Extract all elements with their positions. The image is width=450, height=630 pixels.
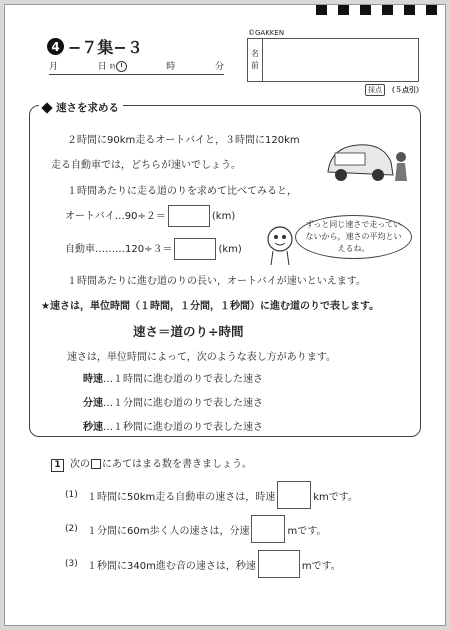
unit-title	[47, 35, 143, 58]
instruction-pre: 次の	[70, 459, 90, 470]
question-1-number: (1)	[65, 490, 78, 500]
lesson-rule: ★速さは，単位時間（１時間，１分間，１秒間）に進む道のりで表します。	[41, 301, 380, 312]
name-field[interactable]	[247, 38, 419, 82]
question-3	[65, 550, 341, 578]
question-2-number: (2)	[65, 524, 78, 534]
speech-bubble	[295, 215, 412, 259]
question-3-number: (3)	[65, 559, 78, 569]
checker-cell	[316, 5, 327, 15]
lesson-title-text: 速さを求める	[56, 102, 119, 114]
question-1	[65, 481, 358, 509]
clock-icon	[116, 61, 127, 72]
checker-cell	[415, 5, 426, 15]
speed-formula: 速さ＝道のり÷時間	[133, 324, 244, 339]
term-minute-definition: …１分間に進む道のりで表した速さ	[103, 398, 263, 409]
date-time-row	[49, 59, 224, 75]
checker-cell	[327, 5, 338, 15]
score-points: （５点引）	[388, 86, 423, 94]
question-1-text: １時間に50km走る自動車の速さは，時速	[87, 491, 276, 503]
checker-cell	[371, 5, 382, 15]
worksheet-page	[4, 4, 446, 626]
hour-label: 時	[166, 62, 176, 72]
term-hourly	[83, 370, 263, 385]
unit-number-badge: 4	[47, 38, 64, 55]
question-3-unit: mです。	[301, 560, 341, 572]
checker-cell	[393, 5, 404, 15]
day-group	[98, 59, 127, 72]
name-label	[248, 39, 263, 81]
checker-cell	[360, 5, 371, 15]
blank-box-icon	[91, 459, 101, 469]
question-2-answer-box[interactable]	[251, 515, 285, 543]
speech-bubble-text: ずっと同じ速さで走っていないから，速さの平均といえるね。	[305, 220, 402, 253]
bike-answer-box[interactable]	[168, 205, 210, 227]
question-1-answer-box[interactable]	[277, 481, 311, 509]
question-3-text: １秒間に340m進む音の速さは，秒速	[87, 560, 256, 572]
checker-cell	[338, 5, 349, 15]
score-tag: 採点	[365, 84, 385, 96]
lesson-title	[39, 100, 123, 115]
score-area	[365, 84, 423, 96]
minute-label: 分	[214, 62, 224, 72]
bike-unit: (km)	[211, 211, 236, 222]
unit-title-text: −７集−３	[68, 38, 143, 57]
question-2-unit: mです。	[287, 525, 327, 537]
term-hourly-label: 時速	[83, 374, 103, 385]
lesson-line-3: １時間あたりに走る道のりを求めて比べてみると，	[67, 186, 297, 197]
car-calculation	[65, 238, 242, 260]
checker-cell	[349, 5, 360, 15]
name-label-char-1: 名	[251, 49, 259, 58]
month-label: 月	[49, 62, 59, 72]
lesson-line-1: ２時間に90km走るオートバイと，３時間に120km	[67, 135, 300, 146]
term-second-label: 秒速	[83, 422, 103, 433]
copyright: ©GAKKEN	[248, 29, 285, 37]
corner-checker-pattern	[316, 5, 437, 15]
bike-label: オートバイ…90÷２＝	[65, 211, 166, 222]
car-label: 自動車………120÷３＝	[65, 244, 173, 255]
question-1-unit: kmです。	[313, 491, 358, 503]
lesson-line-4: １時間あたりに進む道のりの長い，オートバイが速いといえます。	[67, 276, 366, 287]
name-label-char-2: 前	[251, 61, 259, 70]
instruction-post: にあてはまる数を書きましょう。	[102, 459, 252, 470]
bike-calculation	[65, 205, 235, 227]
day-label: 日	[97, 62, 107, 72]
term-minute-label: 分速	[83, 398, 103, 409]
term-hourly-definition: …１時間に進む道のりで表した速さ	[103, 374, 263, 385]
question-2-text: １分間に60m歩く人の速さは，分速	[87, 525, 250, 537]
checker-cell	[404, 5, 415, 15]
question-2	[65, 515, 326, 543]
checker-cell	[382, 5, 393, 15]
exercise-number: 1	[51, 459, 64, 472]
term-second	[83, 418, 263, 433]
car-motorbike-illustration	[323, 127, 411, 187]
term-second-definition: …１秒間に進む道のりで表した速さ	[103, 422, 263, 433]
time-mini-label: 時	[109, 64, 116, 71]
lesson-line-2: 走る自動車では，どちらが速いでしょう。	[51, 160, 241, 171]
diamond-icon	[41, 102, 52, 113]
car-unit: (km)	[218, 244, 242, 255]
term-minute	[83, 394, 263, 409]
car-answer-box[interactable]	[174, 238, 216, 260]
exercise-instruction	[51, 455, 252, 472]
question-3-answer-box[interactable]	[258, 550, 300, 578]
lesson-line-6: 速さは，単位時間によって，次のような表し方があります。	[67, 352, 336, 363]
mascot-illustration	[263, 223, 297, 269]
checker-cell	[426, 5, 437, 15]
